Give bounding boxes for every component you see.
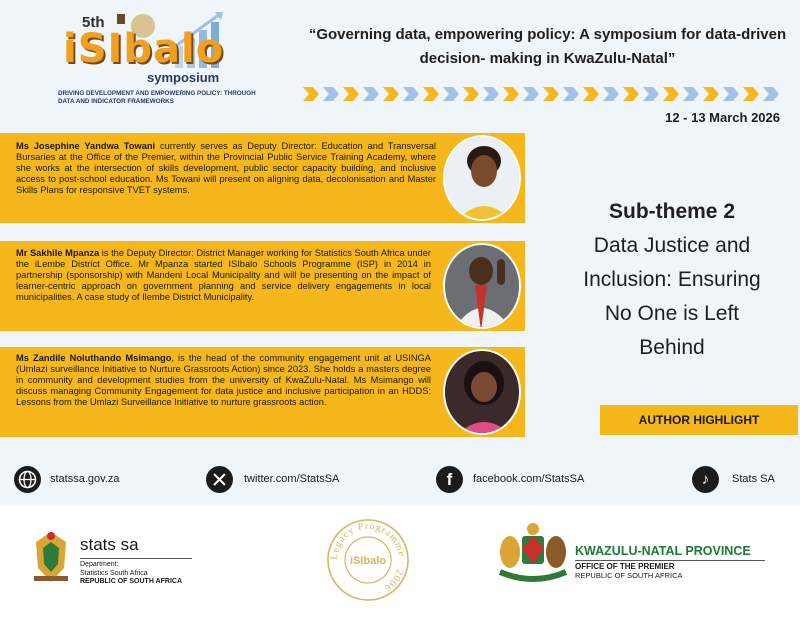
- coat-of-arms-icon: [28, 528, 74, 586]
- kzn-crest-icon: [496, 520, 570, 586]
- chevron-shape: [663, 87, 679, 101]
- svg-text:iSIbalo: iSIbalo: [349, 555, 387, 567]
- chevron-shape: [463, 87, 479, 101]
- event-date: 12 - 13 March 2026: [665, 110, 780, 125]
- chevron-shape: [623, 87, 639, 101]
- chevron-shape: [523, 87, 539, 101]
- chevron-shape: [443, 87, 459, 101]
- author-bio-3: [16, 353, 431, 408]
- social-website-label: statssa.gov.za: [50, 473, 120, 485]
- statssa-logo: [80, 535, 192, 587]
- globe-icon: [14, 466, 41, 493]
- author-text-2: is the Deputy Director: District Manager working for Statistics South Africa under the iLembe District Office. Mr Mpanza started ISIbalo Schools Programme (ISP) in 2014 in partnership (sponsorship) with Mandeni Local Municipality and will be presenting on the impact of learner-centric approach on government planning and service delivery engagements in local municipalities. A case study of Ilembe District Municipality.: [16, 248, 431, 302]
- x-icon: [206, 466, 233, 493]
- social-facebook-label: facebook.com/StatsSA: [473, 473, 585, 485]
- chevron-shape: [603, 87, 619, 101]
- kzn-divider: [575, 560, 765, 561]
- author-name-1: Ms Josephine Yandwa Towani: [16, 141, 156, 151]
- author-text-3: , is the head of the community engagement unit at USINGA (Umlazi surveillance Initiative to Nurture Grassroots Action) since 2023. She holds a masters degree in community and development studies from the university of KwaZulu-Natal. Ms Msimango will discuss managing Community Engagement for data justice and inclusive participation in an HDDS: Lessons from the Umlazi Surveillance Initiative to nurture grassroots action.: [16, 353, 431, 407]
- facebook-icon: f: [436, 466, 463, 493]
- legacy-programme-seal: [325, 517, 411, 603]
- kzn-republic: REPUBLIC OF SOUTH AFRICA: [575, 571, 683, 580]
- statssa-line-3: REPUBLIC OF SOUTH AFRICA: [80, 578, 183, 585]
- statssa-line-1: Department:: [80, 561, 119, 568]
- chevron-shape: [583, 87, 599, 101]
- chevron-shape: [643, 87, 659, 101]
- chevron-shape: [303, 87, 319, 101]
- chevron-shape: [683, 87, 699, 101]
- chevron-shape: [763, 87, 779, 101]
- tiktok-icon: ♪: [692, 466, 719, 493]
- isibalo-logo: [55, 8, 265, 116]
- chevron-shape: [723, 87, 739, 101]
- subtheme-heading: Sub-theme 2: [608, 200, 736, 223]
- subtheme-line-2: Inclusion: Ensuring: [583, 268, 761, 291]
- symposium-quote: “Governing data, empowering policy: A symposium for data-driven decision- making in KwaZulu-Natal”: [308, 26, 787, 67]
- author-name-3: Ms Zandile Noluthando Msimango: [16, 353, 172, 363]
- author-highlight-badge: AUTHOR HIGHLIGHT: [600, 405, 798, 435]
- author-text-1: currently serves as Deputy Director: Education and Transversal Bursaries at the Office of the Premier, within the Provincial Public Service Training Academy, where she works at the intersection of skills development, public sector capacity building, and inclusive access to post-school education. Ms Towani will present on aligning data, decolonisation and Master Skills Plans for responsive TVET systems.: [16, 141, 436, 195]
- chevron-shape: [403, 87, 419, 101]
- chevron-shape: [543, 87, 559, 101]
- svg-text:Legacy Programme · 2006 ·: Legacy Programme · 2006 ·: [328, 520, 408, 598]
- statssa-divider: [80, 558, 192, 559]
- social-tiktok-label: Stats SA: [732, 473, 775, 485]
- author-photo-2: [443, 243, 521, 329]
- social-twitter-label: twitter.com/StatsSA: [244, 473, 340, 485]
- kzn-province-name: KWAZULU-NATAL PROVINCE: [575, 544, 751, 558]
- statssa-name: stats sa: [80, 535, 139, 554]
- chevron-shape: [423, 87, 439, 101]
- logo-edition: 5th: [82, 14, 105, 31]
- kzn-office: OFFICE OF THE PREMIER: [575, 562, 675, 571]
- author-bio-2: [16, 248, 431, 303]
- statssa-line-2: Statistics South Africa: [80, 569, 148, 577]
- logo-tagline: DRIVING DEVELOPMENT AND EMPOWERING POLICY: THROUGH DATA AND INDICATOR FRAMEWORKS: [58, 90, 256, 105]
- chevron-shape: [383, 87, 399, 101]
- logo-subtitle: symposium: [147, 70, 220, 85]
- author-photo-1: [443, 135, 521, 221]
- subtheme-block: [562, 200, 782, 365]
- chevron-shape: [703, 87, 719, 101]
- author-photo-3: [443, 349, 521, 435]
- author-bio-1: [16, 141, 436, 196]
- chevron-divider: [303, 85, 783, 103]
- subtheme-line-3: No One is Left: [604, 302, 740, 325]
- logo-brand: iSIbalo: [63, 26, 225, 72]
- subtheme-line-1: Data Justice and: [593, 234, 751, 257]
- kzn-logo: [575, 544, 765, 580]
- chevron-shape: [323, 87, 339, 101]
- chevron-shape: [363, 87, 379, 101]
- chevron-shape: [343, 87, 359, 101]
- chevron-shape: [563, 87, 579, 101]
- subtheme-line-4: Behind: [639, 336, 705, 359]
- chevron-shape: [503, 87, 519, 101]
- chevron-shape: [743, 87, 759, 101]
- chevron-shape: [483, 87, 499, 101]
- author-name-2: Mr Sakhile Mpanza: [16, 248, 100, 258]
